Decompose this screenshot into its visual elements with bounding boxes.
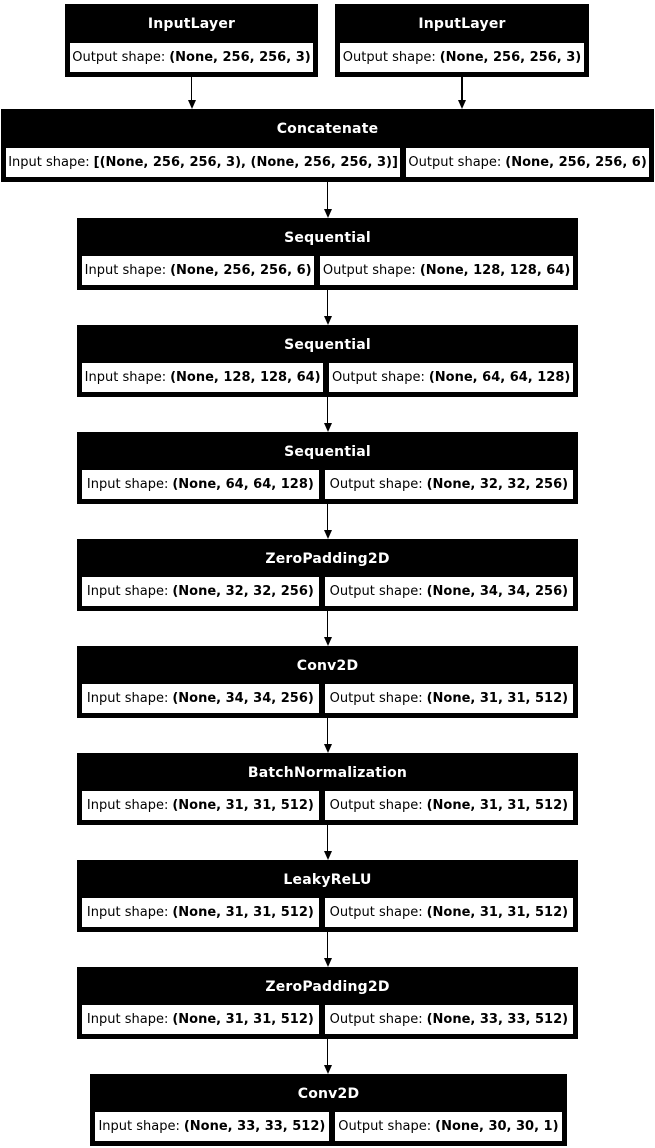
shape-cells-row — [79, 683, 576, 716]
layer-type-label: InputLayer — [147, 16, 236, 32]
shape-value: (None, 34, 34, 256) — [426, 584, 569, 599]
edge-zero-padding-2d-2-to-conv2d-2 — [323, 1039, 333, 1074]
layer-type-label: LeakyReLU — [283, 871, 372, 888]
arrowhead-icon — [324, 1065, 332, 1074]
edge-line — [327, 504, 329, 530]
shape-value: (None, 64, 64, 128) — [428, 370, 571, 385]
shape-value: (None, 31, 31, 512) — [426, 691, 569, 706]
shape-value: (None, 31, 31, 512) — [172, 1012, 314, 1027]
shape-label: Input shape: — [98, 1119, 180, 1134]
input-shape-cell — [81, 255, 315, 286]
input-shape-cell — [81, 576, 320, 607]
shape-label: Output shape: — [329, 691, 423, 706]
edge-line — [327, 182, 329, 209]
edge-line — [327, 825, 329, 851]
shape-label: Output shape: — [329, 584, 423, 599]
shape-cells-row — [79, 576, 576, 609]
edge-sequential-3-to-zero-padding-2d-1 — [323, 504, 333, 539]
shape-cells-row — [79, 1004, 576, 1037]
shape-label: Output shape: — [72, 50, 166, 65]
layer-node-zero-padding-2d-2 — [77, 967, 578, 1039]
edge-zero-padding-2d-1-to-conv2d-1 — [323, 611, 333, 646]
edge-conv2d-1-to-batch-normalization — [323, 718, 333, 753]
layer-node-sequential-3 — [77, 432, 578, 504]
layer-node-conv2d-1 — [77, 646, 578, 718]
shape-cells-row — [67, 42, 316, 75]
shape-label: Input shape: — [86, 584, 169, 599]
shape-value: (None, 31, 31, 512) — [172, 905, 314, 920]
layer-type-label: InputLayer — [418, 16, 506, 32]
shape-value: (None, 32, 32, 256) — [426, 477, 569, 492]
layer-type-label: Sequential — [284, 229, 371, 246]
output-shape-cell — [324, 897, 574, 928]
output-shape-cell — [324, 469, 574, 500]
edge-line — [327, 397, 329, 423]
shape-label: Input shape: — [8, 155, 90, 170]
layer-type-label: Sequential — [284, 443, 371, 460]
shape-value: (None, 256, 256, 3) — [439, 50, 582, 65]
arrowhead-icon — [324, 316, 332, 325]
edge-line — [461, 77, 463, 100]
shape-label: Input shape: — [84, 263, 167, 278]
arrowhead-icon — [324, 744, 332, 753]
output-shape-cell — [405, 147, 650, 178]
shape-label: Output shape: — [331, 370, 425, 385]
shape-label: Output shape: — [329, 477, 423, 492]
edge-line — [327, 718, 329, 744]
shape-cells-row — [337, 42, 587, 75]
layer-node-input-layer-2 — [335, 4, 589, 77]
layer-node-input-layer-1 — [65, 4, 318, 77]
input-shape-cell — [94, 1111, 330, 1142]
layer-type-label: Concatenate — [276, 121, 379, 137]
layer-node-sequential-2 — [77, 325, 578, 397]
output-shape-cell — [324, 576, 574, 607]
layer-node-batch-normalization — [77, 753, 578, 825]
layer-node-zero-padding-2d-1 — [77, 539, 578, 611]
arrowhead-icon — [324, 958, 332, 967]
shape-cells-row — [92, 1111, 565, 1144]
layer-type-label: Conv2D — [297, 1085, 360, 1102]
shape-value: (None, 256, 256, 6) — [170, 263, 312, 278]
shape-value: (None, 33, 33, 512) — [183, 1119, 326, 1134]
edge-line — [327, 932, 329, 958]
layer-type-label: ZeroPadding2D — [265, 978, 390, 995]
shape-label: Output shape: — [338, 1119, 432, 1134]
shape-cells-row — [79, 255, 576, 288]
arrowhead-icon — [324, 851, 332, 860]
layer-type-label: Conv2D — [296, 657, 359, 674]
edge-leaky-relu-to-zero-padding-2d-2 — [323, 932, 333, 967]
arrowhead-icon — [188, 100, 196, 109]
shape-label: Output shape: — [322, 263, 416, 278]
layer-node-concatenate — [1, 109, 654, 182]
shape-label: Input shape: — [86, 1012, 169, 1027]
shape-value: (None, 34, 34, 256) — [172, 691, 314, 706]
shape-value: (None, 33, 33, 512) — [426, 1012, 569, 1027]
shape-label: Output shape: — [342, 50, 436, 65]
shape-value: (None, 128, 128, 64) — [170, 370, 321, 385]
edge-line — [327, 290, 329, 316]
edge-sequential-2-to-sequential-3 — [323, 397, 333, 432]
edge-line — [191, 77, 193, 100]
output-shape-cell — [324, 683, 574, 714]
shape-label: Input shape: — [86, 798, 169, 813]
input-shape-cell — [81, 469, 320, 500]
shape-value: (None, 31, 31, 512) — [172, 798, 314, 813]
layer-node-leaky-relu — [77, 860, 578, 932]
shape-value: (None, 31, 31, 512) — [426, 905, 569, 920]
shape-value: (None, 64, 64, 128) — [172, 477, 314, 492]
arrowhead-icon — [324, 423, 332, 432]
shape-label: Output shape: — [408, 155, 502, 170]
output-shape-cell — [328, 362, 574, 393]
shape-cells-row — [3, 147, 652, 180]
edge-batch-normalization-to-leaky-relu — [323, 825, 333, 860]
arrowhead-icon — [324, 530, 332, 539]
output-shape-cell — [339, 42, 585, 73]
shape-cells-row — [79, 469, 576, 502]
shape-label: Input shape: — [86, 905, 169, 920]
shape-label: Input shape: — [86, 691, 169, 706]
edge-line — [327, 1039, 329, 1065]
shape-value: [(None, 256, 256, 3), (None, 256, 256, 3)] — [93, 155, 398, 170]
shape-value: (None, 256, 256, 6) — [505, 155, 647, 170]
input-shape-cell — [5, 147, 401, 178]
shape-value: (None, 128, 128, 64) — [419, 263, 571, 278]
shape-value: (None, 30, 30, 1) — [435, 1119, 559, 1134]
edge-input-layer-1-to-concatenate — [187, 77, 197, 109]
layer-type-label: ZeroPadding2D — [265, 550, 390, 567]
shape-value: (None, 32, 32, 256) — [172, 584, 314, 599]
layer-type-label: BatchNormalization — [247, 764, 408, 781]
edge-sequential-1-to-sequential-2 — [323, 290, 333, 325]
output-shape-cell — [324, 790, 574, 821]
shape-label: Output shape: — [329, 798, 423, 813]
layer-type-label: Sequential — [284, 336, 371, 353]
output-shape-cell — [69, 42, 314, 73]
shape-label: Output shape: — [329, 905, 423, 920]
layer-node-sequential-1 — [77, 218, 578, 290]
shape-label: Input shape: — [84, 370, 167, 385]
edge-input-layer-2-to-concatenate — [457, 77, 467, 109]
input-shape-cell — [81, 1004, 320, 1035]
output-shape-cell — [324, 1004, 574, 1035]
shape-value: (None, 31, 31, 512) — [426, 798, 569, 813]
output-shape-cell — [334, 1111, 563, 1142]
shape-label: Input shape: — [86, 477, 169, 492]
shape-label: Output shape: — [329, 1012, 423, 1027]
output-shape-cell — [319, 255, 574, 286]
arrowhead-icon — [324, 209, 332, 218]
shape-cells-row — [79, 897, 576, 930]
edge-concatenate-to-sequential-1 — [323, 182, 333, 218]
arrowhead-icon — [324, 637, 332, 646]
input-shape-cell — [81, 683, 320, 714]
shape-cells-row — [79, 790, 576, 823]
input-shape-cell — [81, 362, 324, 393]
input-shape-cell — [81, 897, 320, 928]
input-shape-cell — [81, 790, 320, 821]
edge-line — [327, 611, 329, 637]
arrowhead-icon — [458, 100, 466, 109]
shape-cells-row — [79, 362, 576, 395]
layer-node-conv2d-2 — [90, 1074, 567, 1146]
shape-value: (None, 256, 256, 3) — [169, 50, 311, 65]
